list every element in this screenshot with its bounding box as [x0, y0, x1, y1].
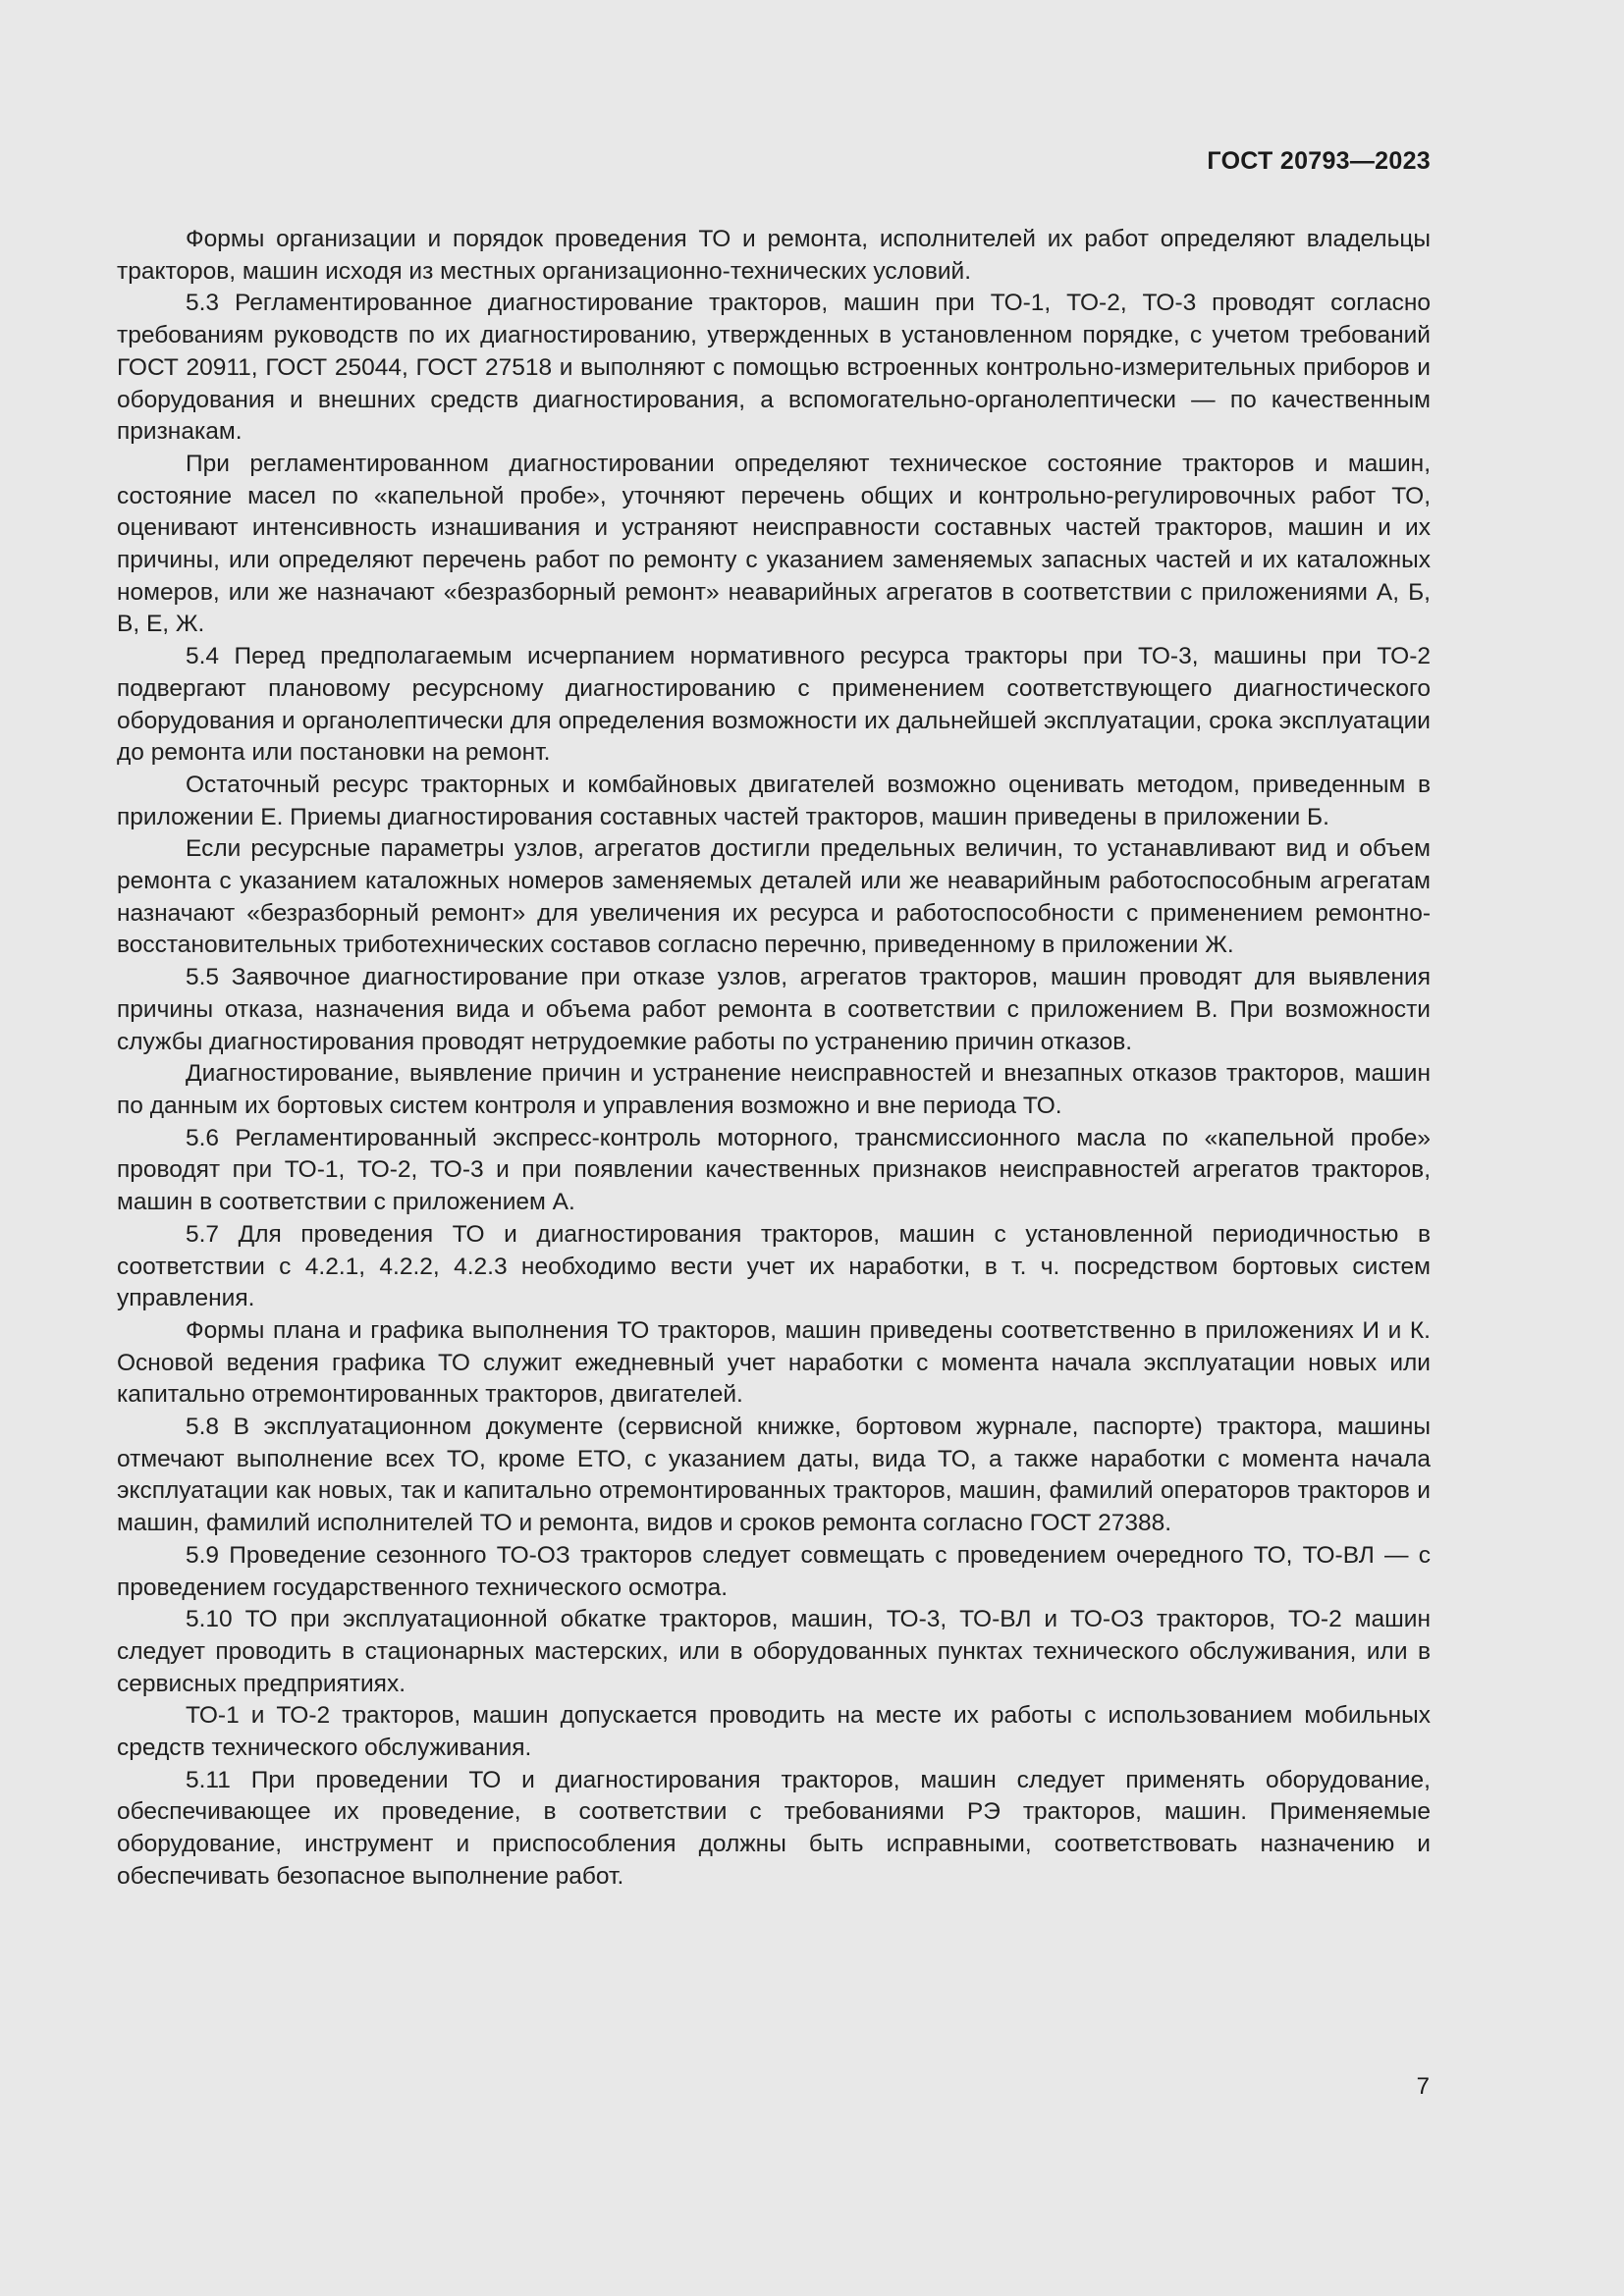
- paragraph: Диагностирование, выявление причин и устранение неисправностей и внезапных отказов тракторов, машин по данным их бортовых систем контроля и управления возможно и вне периода ТО.: [117, 1060, 1431, 1119]
- paragraph: При регламентированном диагностировании определяют техническое состояние тракторов и машин, состояние масел по «капельной пробе», уточняют перечень общих и контрольно-регулировочных работ ТО, оценивают интенсивность изнашивания и устраняют неисправности составных частей тракторов, машин и их причины, или определяют перечень работ по ремонту с указанием заменяемых запасных частей и их каталожных номеров, или же назначают «безразборный ремонт» неаварийных агрегатов в соответствии с приложениями А, Б, В, Е, Ж.: [117, 450, 1431, 638]
- paragraph-5-11: 5.11 При проведении ТО и диагностирования тракторов, машин следует применять оборудование, обеспечивающее их проведение, в соответствии с требованиями РЭ тракторов, машин. Применяемые оборудование, инструмент и приспособления должны быть исправными, соответствовать назначению и обеспечивать безопасное выполнение работ.: [117, 1766, 1431, 1890]
- document-header: ГОСТ 20793—2023: [1207, 147, 1431, 175]
- paragraph: Формы плана и графика выполнения ТО тракторов, машин приведены соответственно в приложениях И и К. Основой ведения графика ТО служит ежедневный учет наработки с момента начала эксплуатации новых или капитально отремонтированных тракторов, двигателей.: [117, 1316, 1431, 1409]
- paragraph-5-4: 5.4 Перед предполагаемым исчерпанием нормативного ресурса тракторы при ТО-3, машины при ТО-2 подвергают плановому ресурсному диагностированию с применением соответствующего диагностического оборудования и органолептически для определения возможности их дальнейшей эксплуатации, срока эксплуатации до ремонта или постановки на ремонт.: [117, 643, 1431, 767]
- paragraph-5-7: 5.7 Для проведения ТО и диагностирования тракторов, машин с установленной периодичностью в соответствии с 4.2.1, 4.2.2, 4.2.3 необходимо вести учет их наработки, в т. ч. посредством бортовых систем управления.: [117, 1220, 1431, 1312]
- paragraph-5-6: 5.6 Регламентированный экспресс-контроль моторного, трансмиссионного масла по «капельной пробе» проводят при ТО-1, ТО-2, ТО-3 и при появлении качественных признаков неисправностей агрегатов тракторов, машин в соответствии с приложением А.: [117, 1124, 1431, 1216]
- paragraph-5-3: 5.3 Регламентированное диагностирование тракторов, машин при ТО-1, ТО-2, ТО-3 проводят согласно требованиям руководств по их диагностированию, утвержденных в установленном порядке, с учетом требований ГОСТ 20911, ГОСТ 25044, ГОСТ 27518 и выполняют с помощью встроенных контрольно-измерительных приборов и оборудования и внешних средств диагностирования, а вспомогательно-органолептически — по качественным признакам.: [117, 290, 1431, 446]
- document-body: [117, 224, 1431, 1894]
- page-number: 7: [1416, 2073, 1430, 2100]
- paragraph-5-9: 5.9 Проведение сезонного ТО-ОЗ тракторов следует совмещать с проведением очередного ТО, ТО-ВЛ — с проведением государственного технического осмотра.: [117, 1541, 1431, 1601]
- paragraph: Если ресурсные параметры узлов, агрегатов достигли предельных величин, то устанавливают вид и объем ремонта с указанием каталожных номеров заменяемых деталей или же неаварийным работоспособным агрегатам назначают «безразборный ремонт» для увеличения их ресурса и работоспособности с применением ремонтно-восстановительных триботехнических составов согласно перечню, приведенному в приложении Ж.: [117, 835, 1431, 959]
- paragraph-5-5: 5.5 Заявочное диагностирование при отказе узлов, агрегатов тракторов, машин проводят для выявления причины отказа, назначения вида и объема работ ремонта в соответствии с приложением В. При возможности службы диагностирования проводят нетрудоемкие работы по устранению причин отказов.: [117, 964, 1431, 1055]
- paragraph: Формы организации и порядок проведения ТО и ремонта, исполнителей их работ определяют владельцы тракторов, машин исходя из местных организационно-технических условий.: [117, 226, 1431, 285]
- paragraph-5-10: 5.10 ТО при эксплуатационной обкатке тракторов, машин, ТО-3, ТО-ВЛ и ТО-ОЗ тракторов, ТО-2 машин следует проводить в стационарных мастерских, или в оборудованных пунктах технического обслуживания, или в сервисных предприятиях.: [117, 1606, 1431, 1697]
- paragraph: ТО-1 и ТО-2 тракторов, машин допускается проводить на месте их работы с использованием мобильных средств технического обслуживания.: [117, 1702, 1431, 1762]
- paragraph-5-8: 5.8 В эксплуатационном документе (сервисной книжке, бортовом журнале, паспорте) трактора, машины отмечают выполнение всех ТО, кроме ЕТО, с указанием даты, вида ТО, а также наработки с момента начала эксплуатации как новых, так и капитально отремонтированных тракторов, машин, фамилий операторов тракторов и машин, фамилий исполнителей ТО и ремонта, видов и сроков ремонта согласно ГОСТ 27388.: [117, 1414, 1431, 1537]
- paragraph: Остаточный ресурс тракторных и комбайновых двигателей возможно оценивать методом, приведенным в приложении Е. Приемы диагностирования составных частей тракторов, машин приведены в приложении Б.: [117, 771, 1431, 830]
